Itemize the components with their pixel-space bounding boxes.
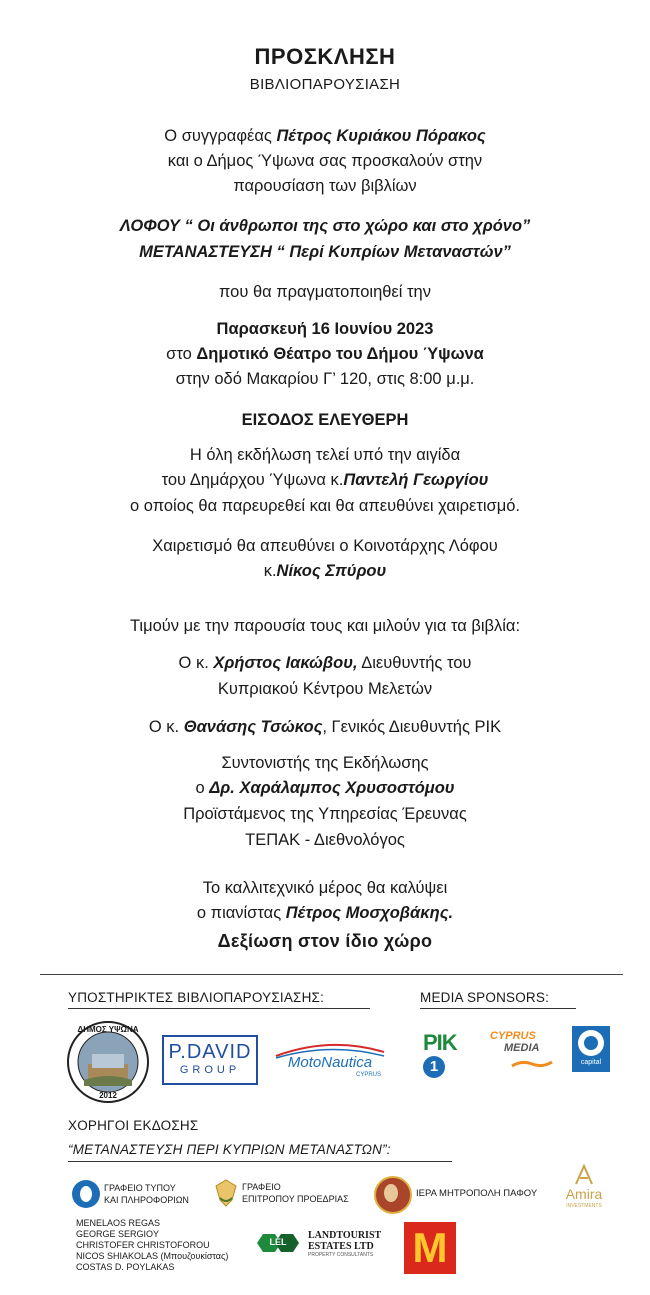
landtourist-logo: LANDTOURIST ESTATES LTD PROPERTY CONSULTANTS bbox=[308, 1230, 382, 1258]
coordinator-name: Δρ. Χαράλαμπος Χρυσοστόμου bbox=[209, 779, 455, 797]
metropolis-paphos-logo: ΙΕΡΑ ΜΗΤΡΟΠΟΛΗ ΠΑΦΟΥ bbox=[374, 1176, 544, 1212]
motonautica-logo: MotoNautica CYPRUS bbox=[270, 1040, 390, 1080]
supporters-underline bbox=[68, 1008, 370, 1009]
speaker-1-name: Χρήστος Ιακώβου, bbox=[213, 654, 358, 672]
speakers-intro: Τιμούν με την παρουσία τους και μιλούν για τα βιβλία: bbox=[129, 617, 521, 635]
capital-logo: capital bbox=[572, 1026, 610, 1072]
publishers-underline bbox=[68, 1161, 452, 1162]
mcdonalds-logo: M bbox=[404, 1222, 456, 1274]
sponsor-person: COSTAS D. POYLAKAS bbox=[76, 1262, 175, 1272]
reception-line: Δεξίωση στον ίδιο χώρο bbox=[217, 931, 433, 951]
chief-name: Νίκος Σπύρου bbox=[276, 562, 387, 580]
intro-line-2: και ο Δήμος Ύψωνα σας προσκαλούν στην bbox=[167, 152, 483, 170]
chief-line-2: κ.Νίκος Σπύρου bbox=[263, 562, 387, 580]
speaker-1-line-1: Ο κ. Χρήστος Ιακώβου, Διευθυντής του bbox=[178, 654, 472, 672]
art-line-1: Το καλλιτεχνικό μέρος θα καλύψει bbox=[202, 879, 448, 897]
pianist-name: Πέτρος Μοσχοβάκης. bbox=[285, 904, 454, 922]
pdavid-group-logo: P.DAVID GROUP bbox=[162, 1035, 258, 1085]
mayor-name: Παντελή Γεωργίου bbox=[343, 471, 489, 489]
intro-line-3: παρουσίαση των βιβλίων bbox=[233, 177, 417, 195]
coordinator-line-3: Προϊστάμενος της Υπηρεσίας Έρευνας bbox=[183, 805, 467, 823]
sponsor-person: GEORGE SERGIOY bbox=[76, 1229, 160, 1239]
chief-line-1: Χαιρετισμό θα απευθύνει ο Κοινοτάρχης Λόφου bbox=[152, 537, 498, 555]
speaker-2-line: Ο κ. Θανάσης Τσώκος, Γενικός Διευθυντής ΡΙΚ bbox=[148, 718, 502, 736]
patron-line-1: Η όλη εκδήλωση τελεί υπό την αιγίδα bbox=[189, 446, 461, 464]
event-date: Παρασκευή 16 Ιουνίου 2023 bbox=[216, 320, 434, 338]
coordinator-line-1: Συντονιστής της Εκδήλωσης bbox=[221, 754, 429, 772]
venue-name: Δημοτικό Θέατρο του Δήμου Ύψωνα bbox=[196, 345, 484, 363]
patron-line-2: του Δημάρχου Ύψωνα κ.Παντελή Γεωργίου bbox=[161, 471, 489, 489]
sponsor-people-list bbox=[76, 1218, 266, 1273]
speaker-1-line-2: Κυπριακού Κέντρου Μελετών bbox=[217, 680, 433, 698]
publishers-title: ΧΟΡΗΓΟΙ ΕΚΔΟΣΗΣ bbox=[68, 1118, 199, 1133]
lel-logo: LEL bbox=[255, 1232, 301, 1254]
coordinator-line-4: ΤΕΠΑΚ - Διεθνολόγος bbox=[245, 831, 405, 849]
amira-logo: Amira INVESTMENTS bbox=[556, 1164, 612, 1214]
sponsor-person: CHRISTOFER CHRISTOFOROU bbox=[76, 1240, 210, 1250]
media-underline bbox=[420, 1008, 576, 1009]
cyprus-media-logo: CYPRUS MEDIA bbox=[490, 1030, 562, 1070]
free-entry: ΕΙΣΟΔΟΣ ΕΛΕΥΘΕΡΗ bbox=[241, 411, 409, 429]
supporters-title: ΥΠΟΣΤΗΡΙΚΤΕΣ ΒΙΒΛΙΟΠΑΡΟΥΣΙΑΣΗΣ: bbox=[68, 990, 325, 1005]
author-name: Πέτρος Κυριάκου Πόρακος bbox=[276, 127, 486, 145]
book-title-2: ΜΕΤΑΝΑΣΤΕΥΣΗ “ Περί Κυπρίων Μεταναστών” bbox=[139, 243, 511, 261]
sponsor-person: NICOS SHIAKOLAS (Μπουζουκίστας) bbox=[76, 1251, 229, 1261]
intro-line-1: Ο συγγραφέας Πέτρος Κυριάκου Πόρακος bbox=[164, 127, 486, 145]
invitation-subtitle: ΒΙΒΛΙΟΠΑΡΟΥΣΙΑΣΗ bbox=[249, 76, 401, 93]
event-venue: στο Δημοτικό Θέατρο του Δήμου Ύψωνα bbox=[166, 345, 484, 363]
coordinator-line-2: ο Δρ. Χαράλαμπος Χρυσοστόμου bbox=[195, 779, 455, 797]
media-sponsors-title: MEDIA SPONSORS: bbox=[420, 990, 550, 1005]
dimos-ypsona-logo: ΔΗΜΟΣ ΥΨΩΝΑ 2012 bbox=[66, 1020, 150, 1104]
press-office-logo: ΓΡΑΦΕΙΟ ΤΥΠΟΥ ΚΑΙ ΠΛΗΡΟΦΟΡΙΩΝ bbox=[72, 1178, 202, 1212]
rik1-logo: ΡΙΚ 1 bbox=[423, 1030, 483, 1058]
event-intro: που θα πραγματοποιηθεί την bbox=[219, 283, 431, 301]
publishers-book: “ΜΕΤΑΝΑΣΤΕΥΣΗ ΠΕΡΙ ΚΥΠΡΙΩΝ ΜΕΤΑΝΑΣΤΩΝ”: bbox=[68, 1142, 391, 1157]
speaker-2-name: Θανάσης Τσώκος bbox=[183, 718, 323, 736]
event-address: στην οδό Μακαρίου Γ’ 120, στις 8:00 μ.μ. bbox=[175, 370, 475, 388]
patron-line-3: ο οποίος θα παρευρεθεί και θα απευθύνει χαιρετισμό. bbox=[130, 497, 520, 515]
art-line-2: ο πιανίστας Πέτρος Μοσχοβάκης. bbox=[196, 904, 454, 922]
commissioner-office-logo: ΓΡΑΦΕΙΟ ΕΠΙΤΡΟΠΟΥ ΠΡΟΕΔΡΙΑΣ bbox=[214, 1178, 354, 1212]
divider bbox=[40, 974, 623, 975]
invitation-title: ΠΡΟΣΚΛΗΣΗ bbox=[254, 44, 396, 69]
book-title-1: ΛΟΦΟΥ “ Οι άνθρωποι της στο χώρο και στο χρόνο” bbox=[119, 217, 531, 235]
sponsor-person: MENELAOS REGAS bbox=[76, 1218, 161, 1228]
